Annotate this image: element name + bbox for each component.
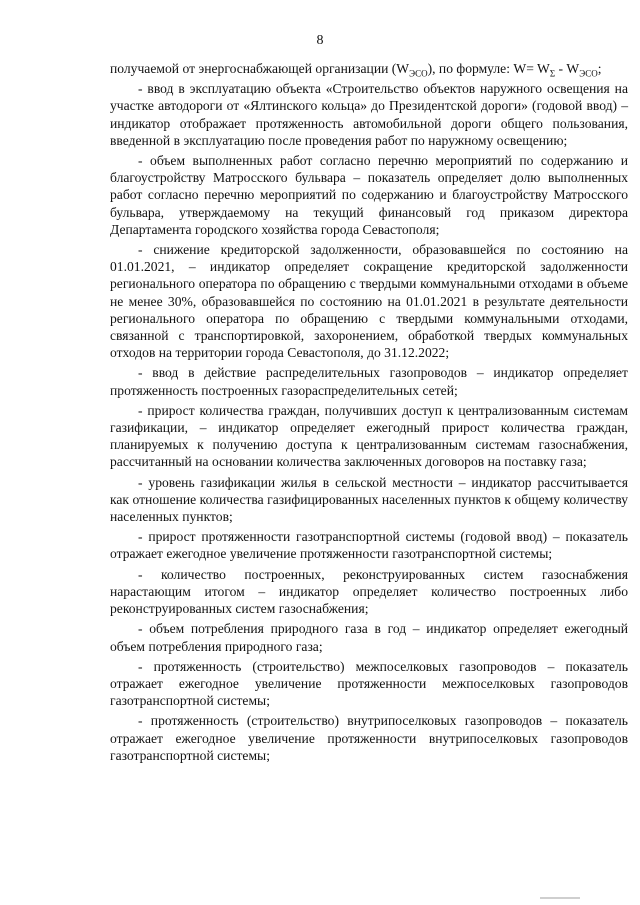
list-item: - протяженность (строительство) внутрипоселковых газопроводов – показатель отражает ежегодное увеличение протяженности внутрипоселковых газопроводов газотранспортной системы; (110, 713, 628, 763)
intro-text: ; (597, 61, 602, 76)
list-item: - прирост протяженности газотранспортной системы (годовой ввод) – показатель отражает ежегодное увеличение протяженности газотранспортной системы; (110, 529, 628, 562)
list-item: - количество построенных, реконструированных систем газоснабжения нарастающим итогом – индикатор определяет количество построенных либо реконструированных систем газоснабжения; (110, 566, 628, 617)
list-item: - снижение кредиторской задолженности, образовавшейся по состоянию на 01.01.2021, – индикатор определяет сокращение кредиторской задолженности регионального оператора по обращению с твердыми коммунальными отходами в объеме не менее 30%, образовавшейся по состоянию на 01.01.2021 в результате деятельности регионального оператора по обращению с твердыми коммунальными отходами, связанной с транспортировкой, захоронением, обработкой твердых коммунальных отходов на территории города Севастополя, до 31.12.2022; (110, 242, 628, 361)
formula-subscript: ЭСО (409, 68, 428, 79)
list-item: - объем выполненных работ согласно перечню мероприятий по содержанию и благоустройству Матросского бульвара – показатель определяет долю выполненных работ согласно перечню мероприятий по содержанию и благоустройству Матросского бульвара, утверждаемому на текущий финансовый год приказом директора Департамента городского хозяйства города Севастополя; (110, 153, 628, 237)
intro-text: ), по формуле: W= W (427, 61, 550, 76)
formula-subscript: Σ (549, 68, 556, 79)
formula-subscript: ЭСО (579, 68, 598, 79)
list-item: - прирост количества граждан, получивших доступ к централизованным системам газификации, – индикатор определяет ежегодный прирост количества граждан, планируемых к получению доступа к централизованным системам газоснабжения, рассчитанный на основании количества заключенных договоров на поставку газа; (110, 402, 628, 470)
list-item: - уровень газификации жилья в сельской местности – индикатор рассчитывается как отношение количества газифицированных населенных пунктов к общему количеству населенных пунктов; (110, 474, 628, 525)
intro-paragraph (110, 60, 628, 77)
scan-artifact (540, 897, 580, 899)
list-item: - ввод в эксплуатацию объекта «Строительство объектов наружного освещения на участке автодороги от «Ялтинского кольца» до Президентской дороги» (годовой ввод) – индикатор отображает протяженность автомобильной дороги общего пользования, введенной в эксплуатацию после проведения работ по наружному освещению; (110, 81, 628, 148)
document-body (110, 60, 628, 767)
list-item: - объем потребления природного газа в год – индикатор определяет ежегодный объем потребления природного газа; (110, 621, 628, 654)
page-number: 8 (316, 33, 324, 48)
intro-text: - W (555, 61, 580, 76)
list-item: - протяженность (строительство) межпоселковых газопроводов – показатель отражает ежегодное увеличение протяженности межпоселковых газопроводов газотранспортной системы; (110, 658, 628, 709)
intro-text: получаемой от энергоснабжающей организации (W (110, 61, 410, 76)
list-item: - ввод в действие распределительных газопроводов – индикатор определяет протяженность построенных газораспределительных сетей; (110, 365, 628, 398)
